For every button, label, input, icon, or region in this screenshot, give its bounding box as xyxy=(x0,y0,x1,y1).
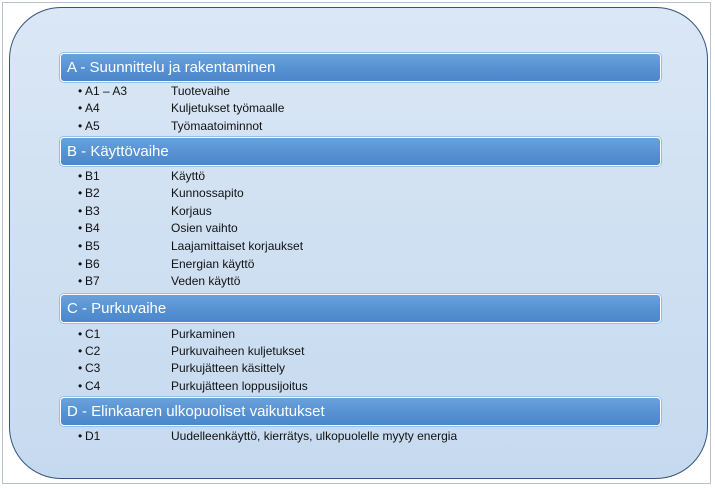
section-c-header: C - Purkuvaihe xyxy=(60,294,661,323)
stage-code: A5 xyxy=(85,119,100,133)
bullet-icon: • xyxy=(78,101,83,115)
stage-description: Uudelleenkäyttö, kierrätys, ulkopuolelle myyty energia xyxy=(171,429,458,443)
stage-description: Purkujätteen loppusijoitus xyxy=(171,379,308,393)
stage-description: Purkaminen xyxy=(171,327,236,341)
stage-code: C3 xyxy=(85,361,101,375)
stage-description: Kunnossapito xyxy=(171,186,244,200)
stage-code: C1 xyxy=(85,327,101,341)
stage-description: Tuotevaihe xyxy=(171,84,230,98)
section-d-header: D - Elinkaaren ulkopuoliset vaikutukset xyxy=(60,397,661,426)
bullet-icon: • xyxy=(78,344,83,358)
stage-description: Purkuvaiheen kuljetukset xyxy=(171,344,305,358)
stage-code: A4 xyxy=(85,101,100,115)
bullet-icon: • xyxy=(78,186,83,200)
stage-code: B1 xyxy=(85,169,100,183)
stage-code: B3 xyxy=(85,204,100,218)
stage-code: B6 xyxy=(85,257,100,271)
stage-description: Osien vaihto xyxy=(171,221,238,235)
bullet-icon: • xyxy=(78,239,83,253)
stage-code: B5 xyxy=(85,239,100,253)
bullet-icon: • xyxy=(78,361,83,375)
bullet-icon: • xyxy=(78,379,83,393)
bullet-icon: • xyxy=(78,327,83,341)
stage-code: A1 – A3 xyxy=(85,84,128,98)
stage-description: Purkujätteen käsittely xyxy=(171,361,286,375)
stage-code: C4 xyxy=(85,379,101,393)
section-b-header: B - Käyttövaihe xyxy=(60,137,661,166)
stage-code: C2 xyxy=(85,344,101,358)
bullet-icon: • xyxy=(78,221,83,235)
stage-description: Energian käyttö xyxy=(171,257,255,271)
stage-description: Työmaatoiminnot xyxy=(171,119,263,133)
stage-code: D1 xyxy=(85,429,101,443)
stage-description: Laajamittaiset korjaukset xyxy=(171,239,304,253)
bullet-icon: • xyxy=(78,274,83,288)
stage-description: Korjaus xyxy=(171,204,212,218)
stage-description: Kuljetukset työmaalle xyxy=(171,101,285,115)
bullet-icon: • xyxy=(78,429,83,443)
section-a-header: A - Suunnittelu ja rakentaminen xyxy=(60,53,661,82)
stage-description: Käyttö xyxy=(171,169,206,183)
stage-code: B7 xyxy=(85,274,100,288)
bullet-icon: • xyxy=(78,119,83,133)
bullet-icon: • xyxy=(78,257,83,271)
bullet-icon: • xyxy=(78,169,83,183)
stage-code: B4 xyxy=(85,221,100,235)
bullet-icon: • xyxy=(78,204,83,218)
stage-description: Veden käyttö xyxy=(171,274,241,288)
bullet-icon: • xyxy=(78,84,83,98)
stage-code: B2 xyxy=(85,186,100,200)
